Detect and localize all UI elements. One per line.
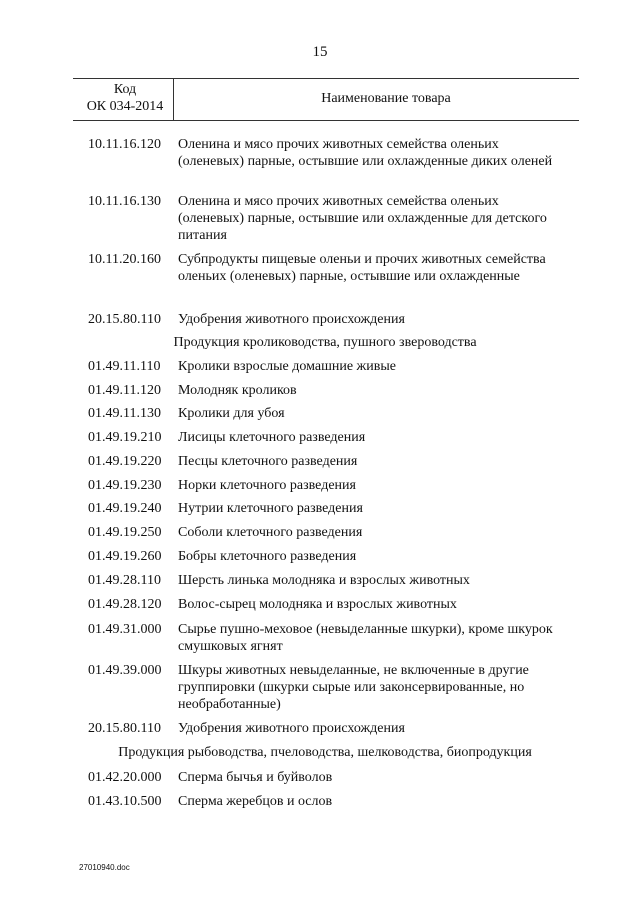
header-rule-top [73, 78, 579, 79]
row-name: Бобры клеточного разведения [178, 549, 357, 564]
row-code: 01.49.11.120 [88, 383, 161, 398]
row-code: 01.49.19.230 [88, 478, 162, 493]
page-number: 15 [312, 44, 328, 60]
row-name: Нутрии клеточного разведения [178, 501, 363, 516]
header-divider [173, 78, 174, 120]
row-code: 01.49.19.210 [88, 430, 162, 445]
row-name: Песцы клеточного разведения [178, 454, 358, 469]
row-name: Оленина и мясо прочих животных семейства оленьих (оленевых) парные, остывшие или охлажденные диких оленей [178, 137, 553, 169]
row-code: 01.49.19.220 [88, 454, 162, 469]
row-name: Удобрения животного происхождения [178, 721, 405, 736]
row-code: 20.15.80.110 [88, 721, 161, 736]
row-name: Сырье пушно-меховое (невыделанные шкурки), кроме шкурок смушковых ягнят [178, 622, 553, 654]
row-code: 01.49.28.110 [88, 573, 161, 588]
row-code: 01.49.28.120 [88, 597, 162, 612]
section-heading: Продукция кролиководства, пушного звероводства [173, 335, 477, 350]
row-name: Норки клеточного разведения [178, 478, 356, 493]
row-name: Молодняк кроликов [178, 383, 297, 398]
row-code: 20.15.80.110 [88, 312, 161, 327]
row-code: 01.49.19.260 [88, 549, 162, 564]
row-code: 10.11.20.160 [88, 252, 161, 267]
row-code: 10.11.16.130 [88, 194, 161, 209]
row-code: 10.11.16.120 [88, 137, 161, 152]
row-code: 01.49.11.110 [88, 359, 161, 374]
footer-filename: 27010940.doc [79, 863, 130, 872]
row-code: 01.43.10.500 [88, 794, 162, 809]
header-code-line1: Код [113, 82, 137, 97]
row-name: Кролики для убоя [178, 406, 285, 421]
header-rule-bottom [73, 120, 579, 121]
row-code: 01.49.39.000 [88, 663, 162, 678]
row-code: 01.49.19.240 [88, 501, 162, 516]
row-name: Кролики взрослые домашние живые [178, 359, 396, 374]
row-code: 01.49.31.000 [88, 622, 162, 637]
row-name: Шерсть линька молодняка и взрослых животных [178, 573, 470, 588]
row-name: Удобрения животного происхождения [178, 312, 405, 327]
row-name: Шкуры животных невыделанные, не включенные в другие группировки (шкурки сырые или законсервированные, но необработанные) [178, 663, 529, 712]
row-name: Сперма бычья и буйволов [178, 770, 333, 785]
row-name: Сперма жеребцов и ослов [178, 794, 333, 809]
row-code: 01.49.19.250 [88, 525, 162, 540]
row-name: Соболи клеточного разведения [178, 525, 363, 540]
header-name: Наименование товара [321, 91, 451, 106]
header-code-line2: ОК 034-2014 [86, 99, 164, 114]
row-name: Лисицы клеточного разведения [178, 430, 366, 445]
row-name: Субпродукты пищевые оленьи и прочих животных семейства оленьих (оленевых) парные, остывшие или охлажденные [178, 252, 546, 284]
row-code: 01.49.11.130 [88, 406, 161, 421]
row-code: 01.42.20.000 [88, 770, 162, 785]
row-name: Волос-сырец молодняка и взрослых животных [178, 597, 457, 612]
header-code [78, 81, 172, 115]
section-heading: Продукция рыбоводства, пчеловодства, шелководства, биопродукция [118, 745, 532, 760]
row-name: Оленина и мясо прочих животных семейства оленьих (оленевых) парные, остывшие или охлажденные для детского питания [178, 194, 547, 243]
